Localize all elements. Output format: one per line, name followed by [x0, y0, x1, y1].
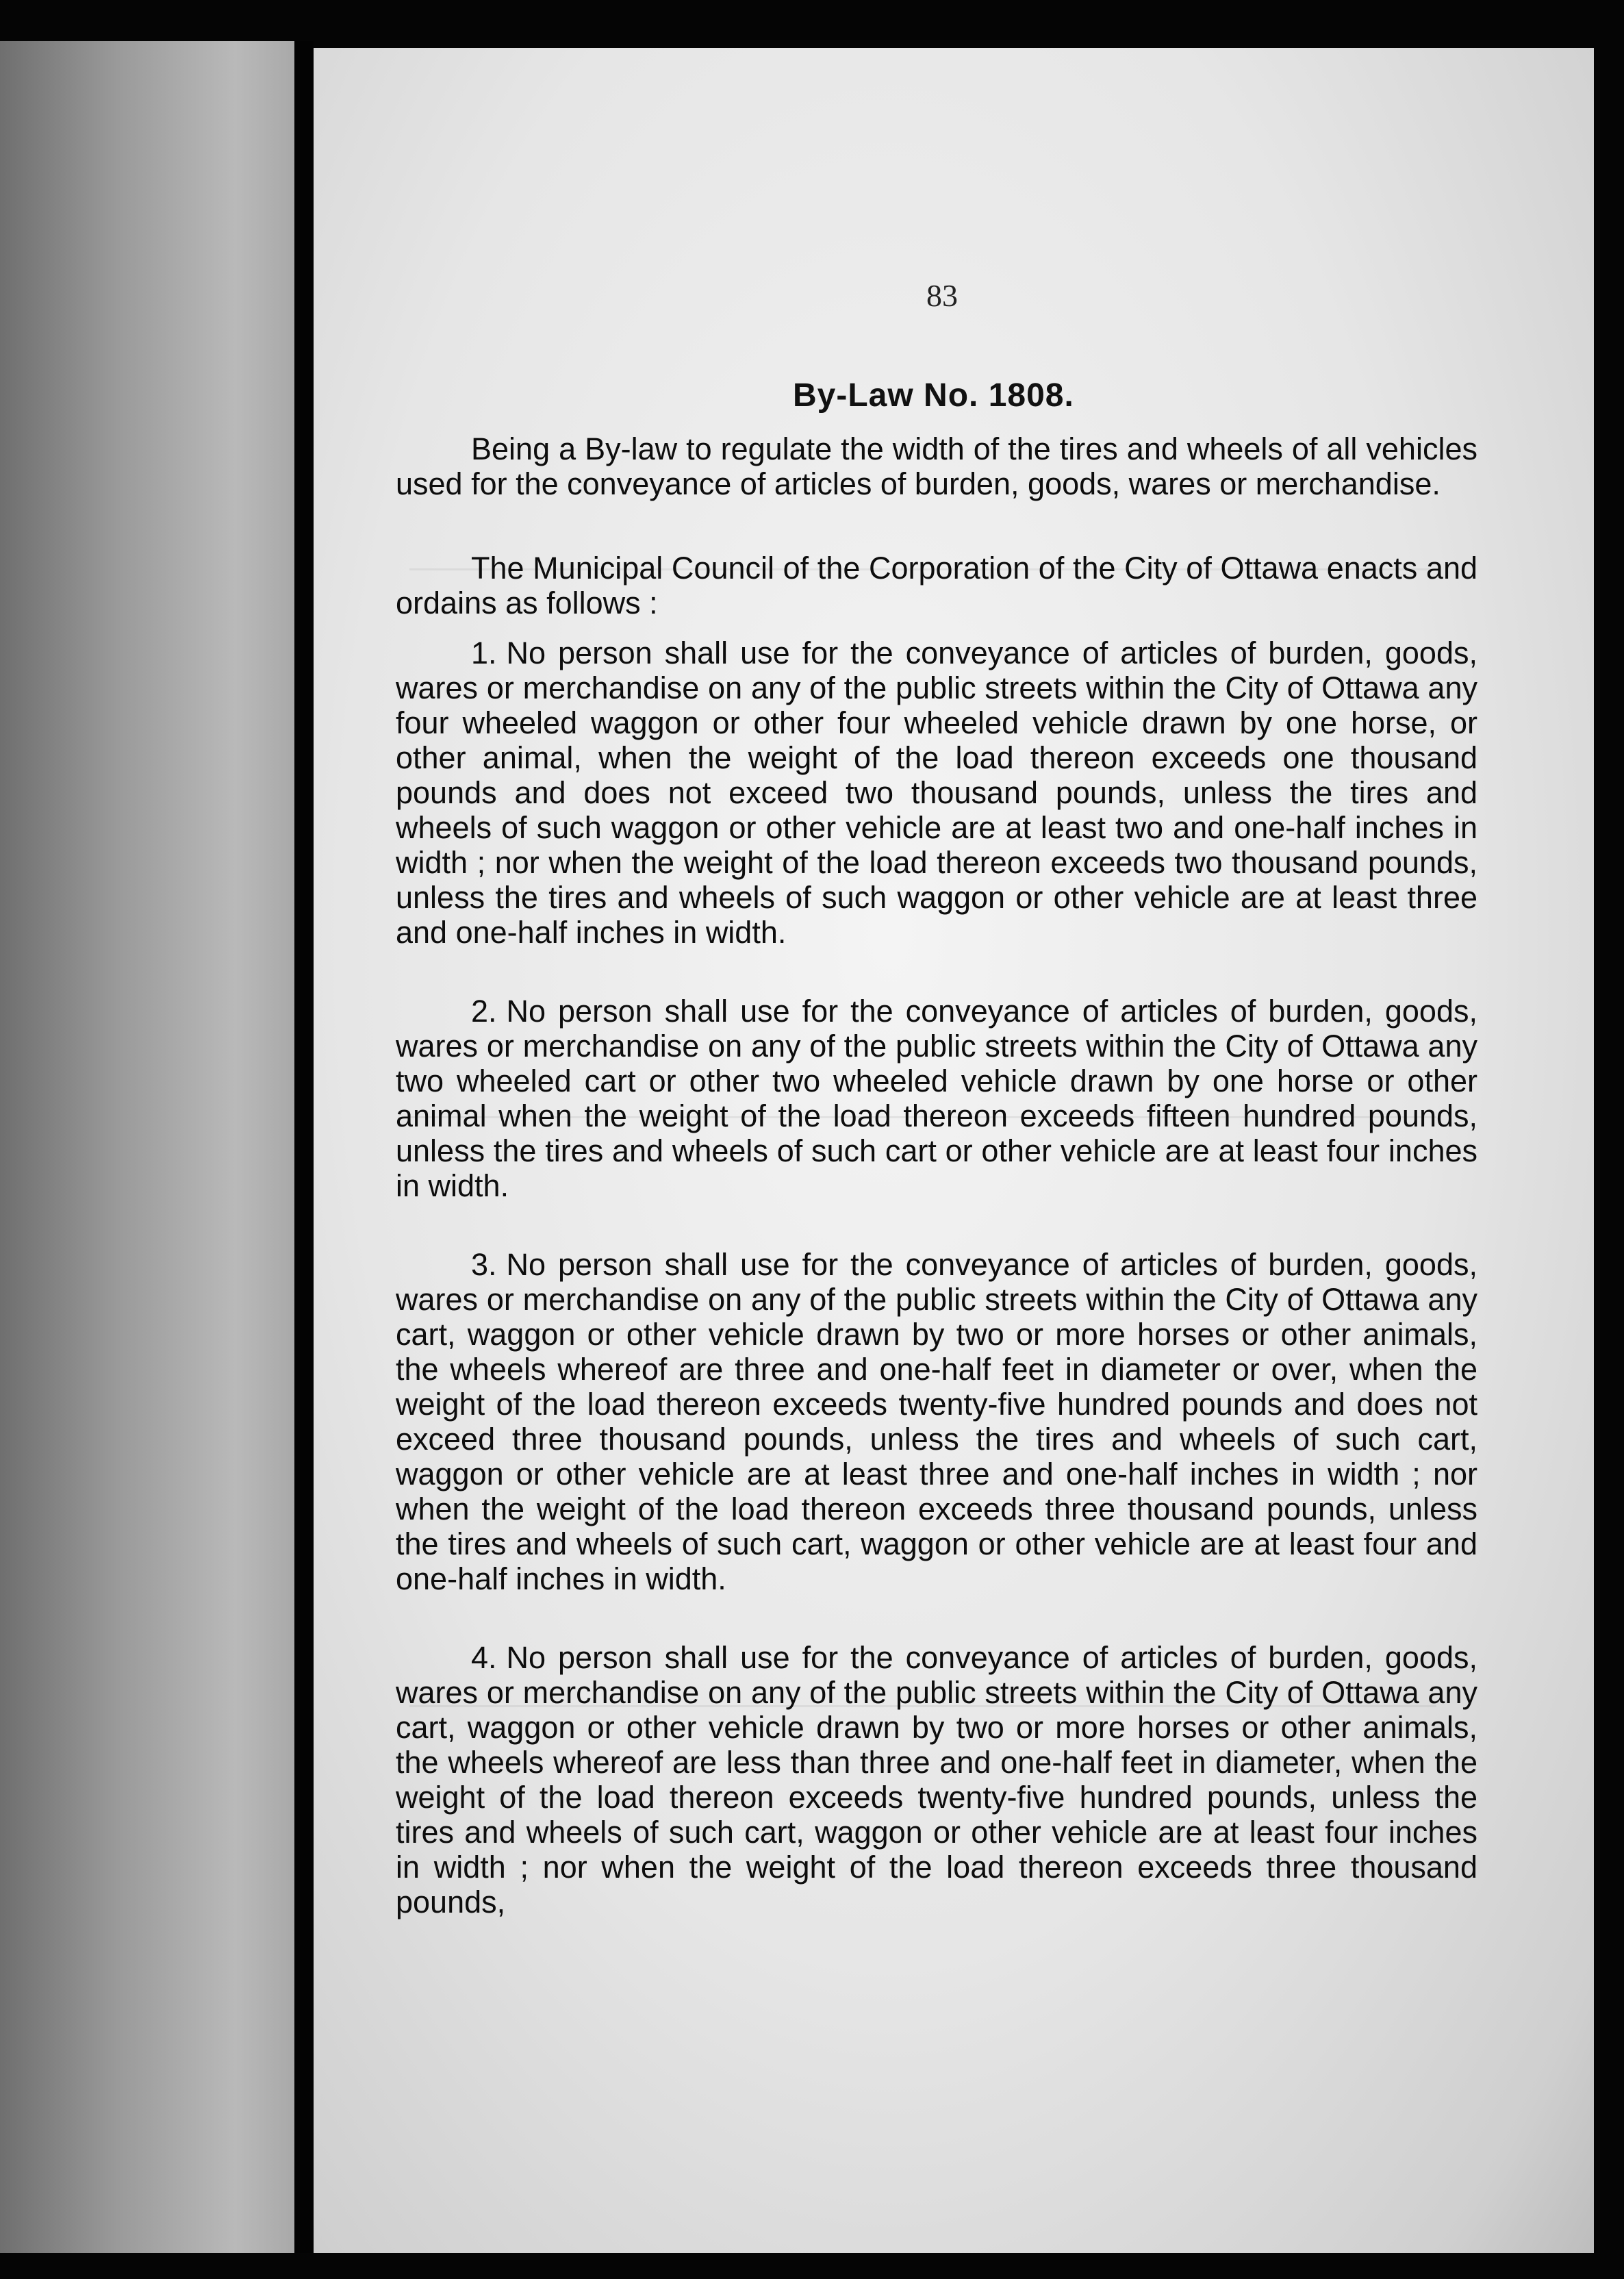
section-1	[396, 635, 1477, 950]
book-gutter	[294, 41, 314, 2253]
section-number: 2.	[471, 994, 497, 1029]
section-number: 4.	[471, 1640, 497, 1675]
section-3	[396, 1247, 1477, 1596]
bylaw-title: By-Law No. 1808.	[793, 377, 1074, 414]
section-2	[396, 994, 1477, 1203]
section-text: No person shall use for the conveyance of articles of burden, goods, wares or merchandise on any of the public streets within the City of Ottawa any two wheeled cart or other two wheeled vehicle drawn by one horse or other animal when the weight of the load thereon exceeds fifteen hundred pounds, unless the tires and wheels of such cart or other vehicle are at least four inches in width.	[396, 994, 1477, 1203]
section-number: 3.	[471, 1247, 497, 1282]
enactment-clause: The Municipal Council of the Corporation of the City of Ottawa enacts and ordains as follows :	[396, 551, 1477, 620]
facing-page-fragment	[0, 41, 294, 2253]
section-text: No person shall use for the conveyance of articles of burden, goods, wares or merchandise on any of the public streets within the City of Ottawa any four wheeled waggon or other four wheeled vehicle drawn by one horse, or other animal, when the weight of the load thereon exceeds one thousand pounds and does not exceed two thousand pounds, unless the tires and wheels of such waggon or other vehicle are at least two and one-half inches in width ; nor when the weight of the load thereon exceeds two thousand pounds, unless the tires and wheels of such waggon or other vehicle are at least three and one-half inches in width.	[396, 635, 1477, 950]
bylaw-body	[396, 431, 1477, 1919]
section-text: No person shall use for the conveyance of articles of burden, goods, wares or merchandise on any of the public streets within the City of Ottawa any cart, waggon or other vehicle drawn by two or more horses or other animals, the wheels whereof are less than three and one-half feet in diameter, when the weight of the load thereon exceeds twenty-five hundred pounds, unless the tires and wheels of such cart, waggon or other vehicle are at least four inches in width ; nor when the weight of the load thereon exceeds three thousand pounds,	[396, 1640, 1477, 1919]
preamble: Being a By-law to regulate the width of the tires and wheels of all vehicles used for the conveyance of articles of burden, goods, wares or merchandise.	[396, 431, 1477, 501]
document-page	[314, 48, 1594, 2253]
page-number: 83	[926, 278, 958, 313]
section-number: 1.	[471, 635, 497, 670]
section-text: No person shall use for the conveyance of articles of burden, goods, wares or merchandise on any of the public streets within the City of Ottawa any cart, waggon or other vehicle drawn by two or more horses or other animals, the wheels whereof are three and one-half feet in diameter or over, when the weight of the load thereon exceeds twenty-five hundred pounds and does not exceed three thousand pounds, unless the tires and wheels of such cart, waggon or other vehicle are at least three and one-half inches in width ; nor when the weight of the load thereon exceeds three thousand pounds, unless the tires and wheels of such cart, waggon or other vehicle are at least four and one-half inches in width.	[396, 1247, 1477, 1596]
section-4	[396, 1640, 1477, 1919]
